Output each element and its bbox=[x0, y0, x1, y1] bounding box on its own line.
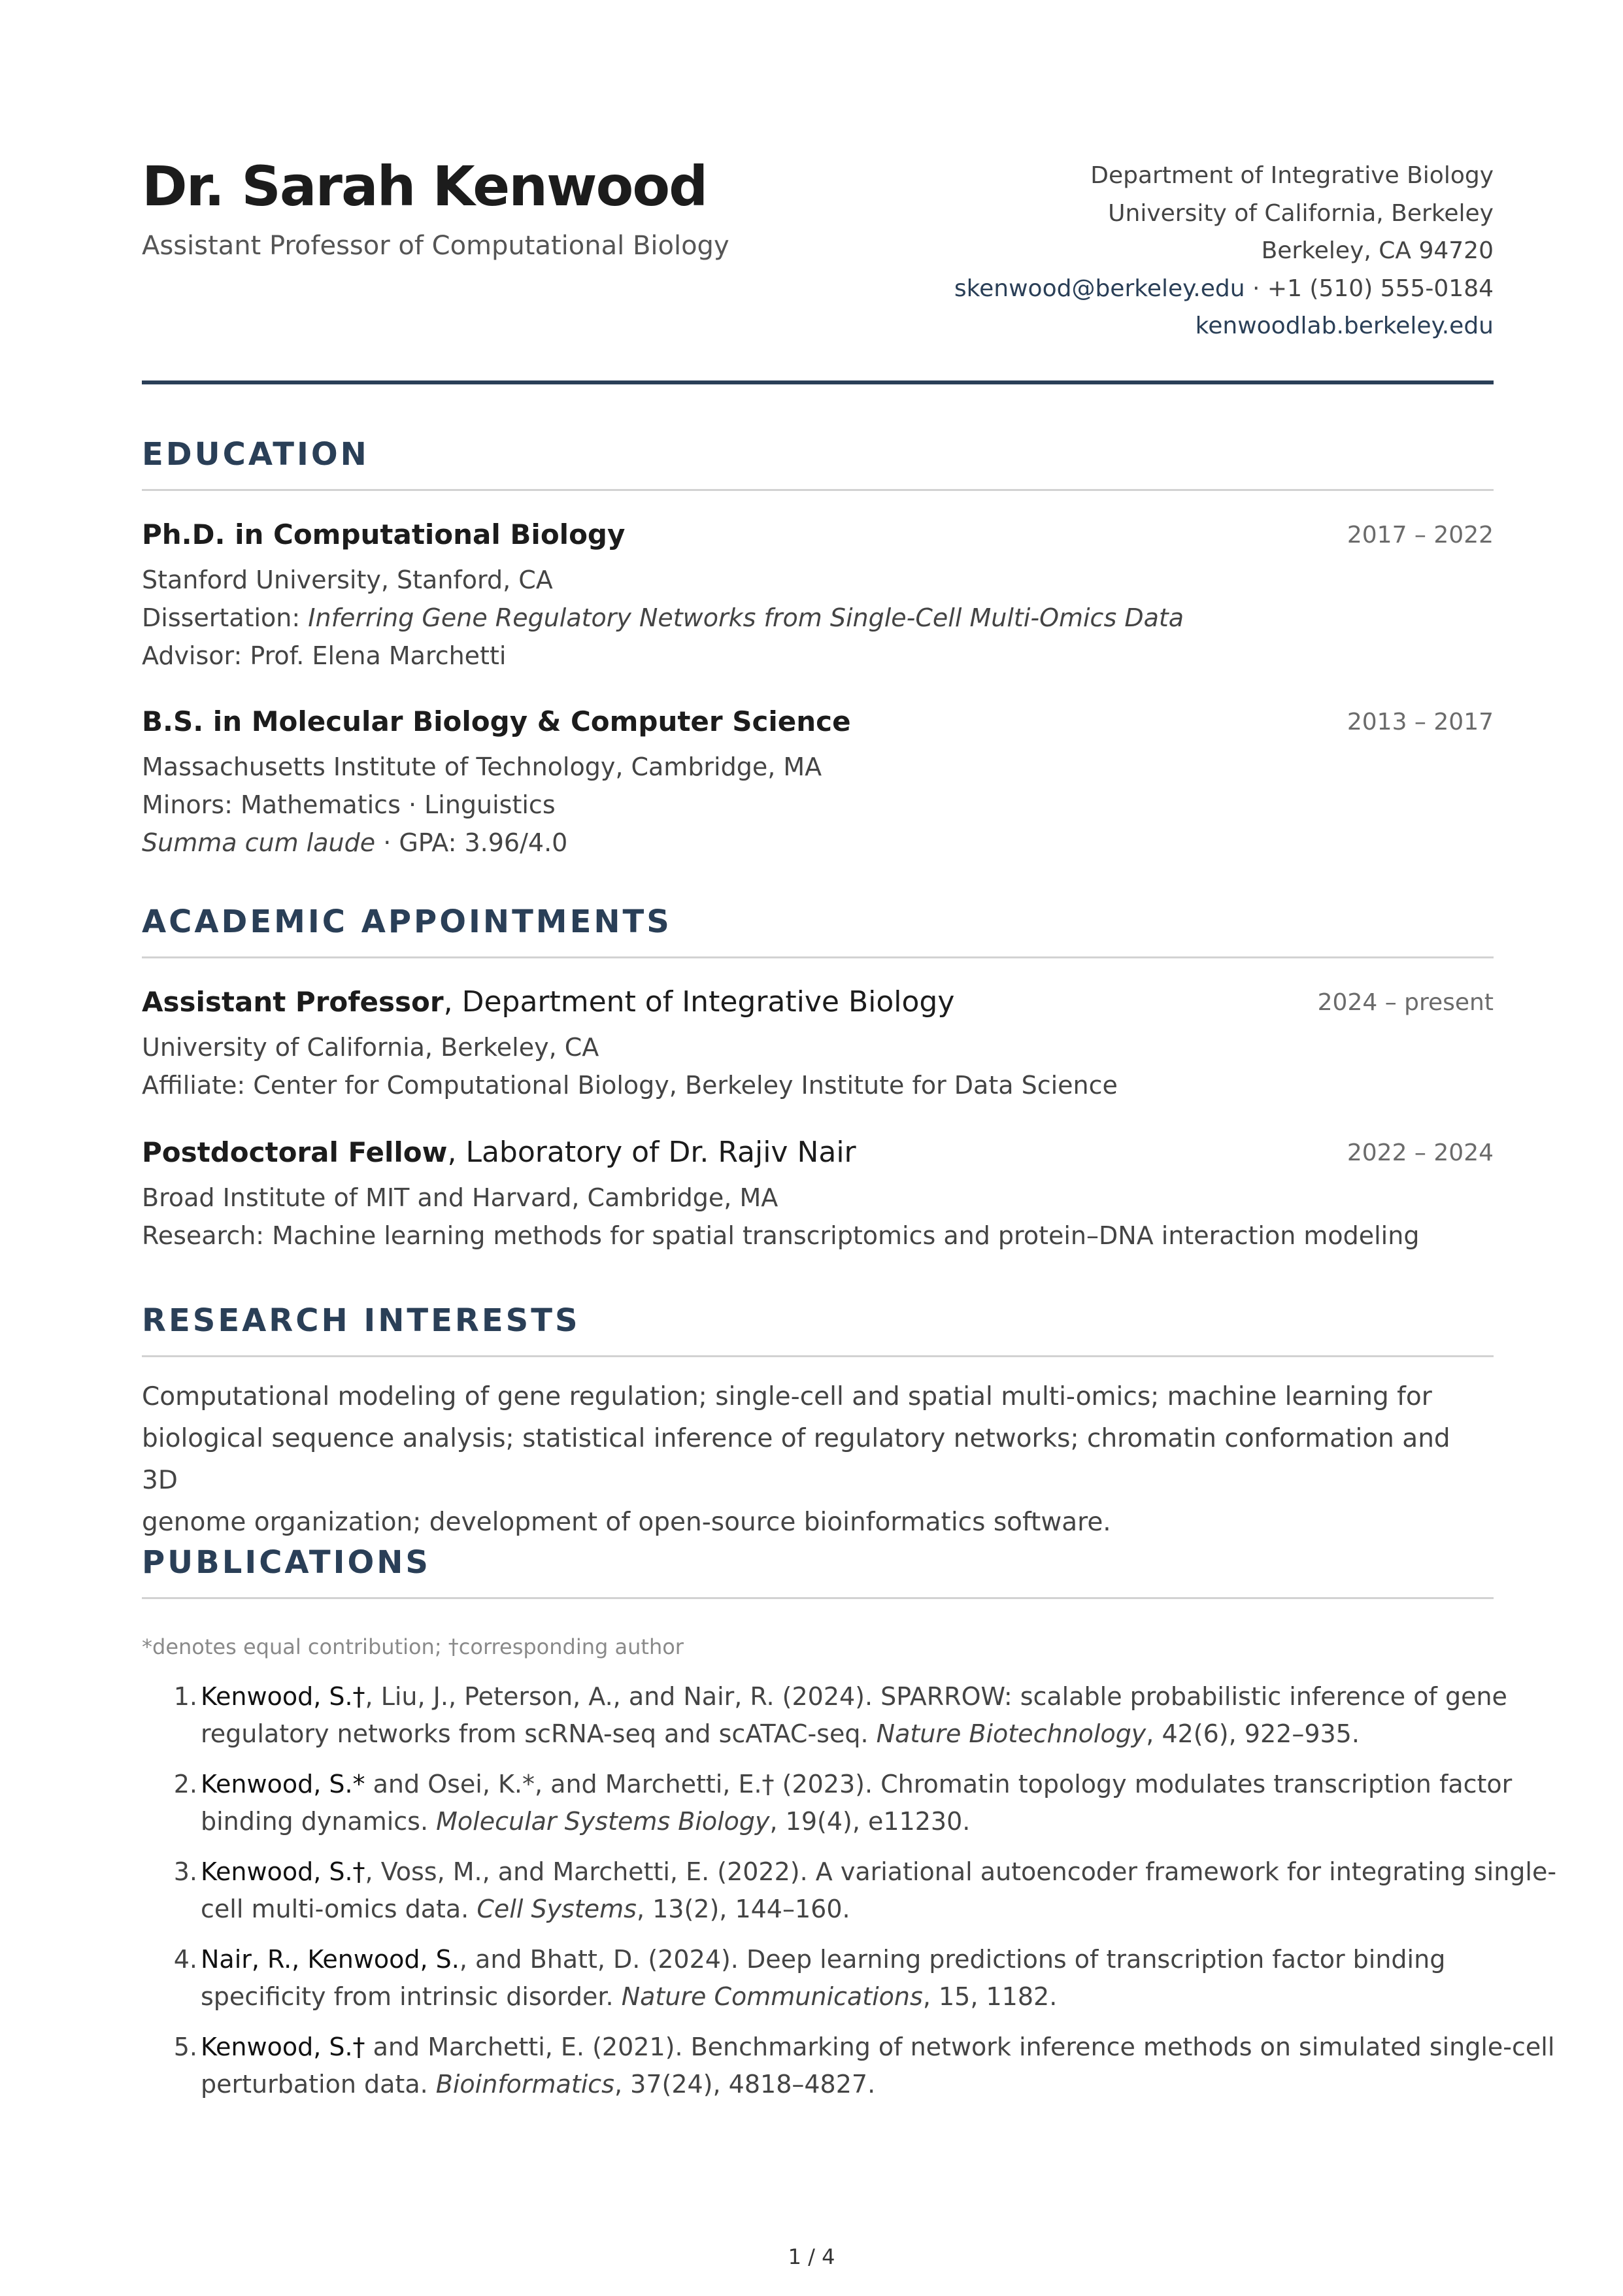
section-divider bbox=[142, 489, 1494, 491]
minors-line: Minors: Mathematics · Linguistics bbox=[142, 790, 556, 819]
institution: Massachusetts Institute of Technology, Cambridge, MA bbox=[142, 752, 822, 781]
cv-header bbox=[142, 150, 1494, 386]
appointments-section bbox=[142, 899, 1494, 958]
publication-number: 2. bbox=[173, 1770, 197, 1798]
publication-text: and Osei, K.*, and Marchetti, E.† (2023). Chromatin topology modulates transcription factor bbox=[365, 1770, 1513, 1798]
entry-dates: 2022 – 2024 bbox=[1347, 1140, 1494, 1166]
publication-text: , Voss, M., and Marchetti, E. (2022). A variational autoencoder framework for integrating single- bbox=[365, 1857, 1557, 1886]
contact-email-phone-row bbox=[954, 270, 1494, 308]
institution: Stanford University, Stanford, CA bbox=[142, 566, 553, 594]
section-divider bbox=[142, 956, 1494, 958]
appointment-entry-postdoc bbox=[142, 1134, 1494, 1255]
publication-journal: Nature Biotechnology bbox=[876, 1719, 1146, 1748]
publication-volume: , 37(24), 4818–4827. bbox=[614, 2070, 876, 2099]
publication-citation bbox=[201, 1941, 1494, 2016]
interests-paragraph bbox=[142, 1376, 1494, 1544]
publication-text: perturbation data. bbox=[201, 2070, 436, 2099]
publication-volume: , 13(2), 144–160. bbox=[636, 1895, 850, 1923]
section-title-interests: RESEARCH INTERESTS bbox=[142, 1302, 580, 1339]
publication-citation bbox=[201, 1766, 1513, 1840]
appointment-title bbox=[142, 984, 954, 1021]
appointment-unit: , Laboratory of Dr. Rajiv Nair bbox=[447, 1136, 856, 1169]
header-divider bbox=[142, 380, 1494, 384]
contact-separator: · bbox=[1252, 275, 1260, 302]
publication-authors: Kenwood, S.* bbox=[201, 1770, 365, 1798]
publication-text: , Liu, J., Peterson, A., and Nair, R. (2024). SPARROW: scalable probabilistic inference of gene bbox=[365, 1682, 1507, 1711]
publication-citation bbox=[201, 1853, 1557, 1928]
appointment-detail: Affiliate: Center for Computational Biology, Berkeley Institute for Data Science bbox=[142, 1071, 1118, 1100]
publications-note bbox=[142, 1631, 1494, 1663]
advisor-line: Advisor: Prof. Elena Marchetti bbox=[142, 641, 507, 670]
publication-text: and Marchetti, E. (2021). Benchmarking of network inference methods on simulated single-cell bbox=[365, 2033, 1555, 2061]
publication-citation bbox=[201, 2029, 1555, 2103]
publications-section bbox=[142, 1540, 1494, 1599]
degree-name: Ph.D. in Computational Biology bbox=[142, 518, 626, 550]
email-link[interactable]: skenwood@berkeley.edu bbox=[954, 275, 1245, 302]
degree-title bbox=[142, 516, 625, 553]
appointment-role: Assistant Professor bbox=[142, 986, 444, 1018]
appointment-unit: , Department of Integrative Biology bbox=[443, 985, 955, 1019]
publication-text: , and Bhatt, D. (2024). Deep learning predictions of transcription factor binding bbox=[459, 1945, 1446, 1974]
publication-number: 3. bbox=[173, 1857, 197, 1886]
appointment-role: Postdoctoral Fellow bbox=[142, 1136, 448, 1168]
honors-line bbox=[142, 824, 1494, 862]
publication-authors: Nair, R., Kenwood, S. bbox=[201, 1945, 460, 1974]
honors: Summa cum laude bbox=[142, 828, 376, 857]
publication-volume: , 15, 1182. bbox=[922, 1982, 1058, 2011]
gpa: · GPA: 3.96/4.0 bbox=[375, 828, 568, 857]
authorship-note: *denotes equal contribution; †corresponding author bbox=[142, 1634, 684, 1659]
publication-journal: Bioinformatics bbox=[435, 2070, 614, 2099]
appointment-entry-professor bbox=[142, 984, 1494, 1104]
page-number: 1 / 4 bbox=[788, 2244, 835, 2269]
appointment-detail: Research: Machine learning methods for spatial transcriptomics and protein–DNA interaction modeling bbox=[142, 1221, 1420, 1250]
publication-authors: Kenwood, S.† bbox=[201, 2033, 365, 2061]
education-entry-bs bbox=[142, 703, 1494, 862]
entry-dates: 2017 – 2022 bbox=[1347, 522, 1494, 549]
publication-journal: Cell Systems bbox=[477, 1895, 637, 1923]
publication-journal: Molecular Systems Biology bbox=[436, 1807, 770, 1836]
person-name: Dr. Sarah Kenwood bbox=[142, 154, 707, 218]
section-title-education: EDUCATION bbox=[142, 436, 369, 473]
publication-number: 1. bbox=[173, 1682, 197, 1711]
section-title-publications: PUBLICATIONS bbox=[142, 1544, 431, 1581]
publication-number: 5. bbox=[173, 2033, 197, 2061]
education-entry-phd bbox=[142, 516, 1494, 675]
publication-text: binding dynamics. bbox=[201, 1807, 437, 1836]
appointment-location: Broad Institute of MIT and Harvard, Cambridge, MA bbox=[142, 1183, 778, 1212]
interests-line: biological sequence analysis; statistical inference of regulatory networks; chromatin conformation and 3D bbox=[142, 1424, 1450, 1495]
publication-volume: , 42(6), 922–935. bbox=[1146, 1719, 1360, 1748]
phone-number: +1 (510) 555-0184 bbox=[1267, 275, 1494, 302]
section-title-appointments: ACADEMIC APPOINTMENTS bbox=[142, 903, 672, 940]
cv-page bbox=[142, 0, 1557, 2296]
section-divider bbox=[142, 1355, 1494, 1357]
publication-journal: Nature Communications bbox=[621, 1982, 923, 2011]
dissertation-line bbox=[142, 599, 1494, 637]
entry-dates: 2024 – present bbox=[1317, 989, 1494, 1016]
contact-city: Berkeley, CA 94720 bbox=[1261, 237, 1494, 264]
contact-department: Department of Integrative Biology bbox=[1090, 162, 1494, 189]
interests-line: genome organization; development of open-source bioinformatics software. bbox=[142, 1508, 1111, 1537]
entry-dates: 2013 – 2017 bbox=[1347, 709, 1494, 735]
publication-authors: Kenwood, S.† bbox=[201, 1857, 365, 1886]
education-section bbox=[142, 431, 1494, 491]
person-title: Assistant Professor of Computational Biology bbox=[142, 231, 729, 261]
interests-line: Computational modeling of gene regulation; single-cell and spatial multi-omics; machine learning for bbox=[142, 1382, 1432, 1411]
publication-text: regulatory networks from scRNA-seq and scATAC-seq. bbox=[201, 1719, 877, 1748]
dissertation-title: Inferring Gene Regulatory Networks from Single-Cell Multi-Omics Data bbox=[308, 603, 1184, 632]
dissertation-label: Dissertation: bbox=[142, 603, 309, 632]
appointment-location: University of California, Berkeley, CA bbox=[142, 1033, 599, 1062]
publication-volume: , 19(4), e11230. bbox=[769, 1807, 971, 1836]
publication-text: cell multi-omics data. bbox=[201, 1895, 477, 1923]
degree-title bbox=[142, 703, 851, 740]
publication-text: specificity from intrinsic disorder. bbox=[201, 1982, 622, 2011]
contact-university: University of California, Berkeley bbox=[1108, 199, 1494, 227]
appointment-title bbox=[142, 1134, 856, 1171]
interests-section bbox=[142, 1298, 1494, 1357]
publication-citation bbox=[201, 1678, 1507, 1753]
section-divider bbox=[142, 1597, 1494, 1599]
contact-block bbox=[954, 157, 1494, 345]
publication-number: 4. bbox=[173, 1945, 197, 1974]
publication-authors: Kenwood, S.† bbox=[201, 1682, 365, 1711]
website-link[interactable]: kenwoodlab.berkeley.edu bbox=[1195, 312, 1494, 339]
degree-name: B.S. in Molecular Biology & Computer Science bbox=[142, 705, 851, 737]
